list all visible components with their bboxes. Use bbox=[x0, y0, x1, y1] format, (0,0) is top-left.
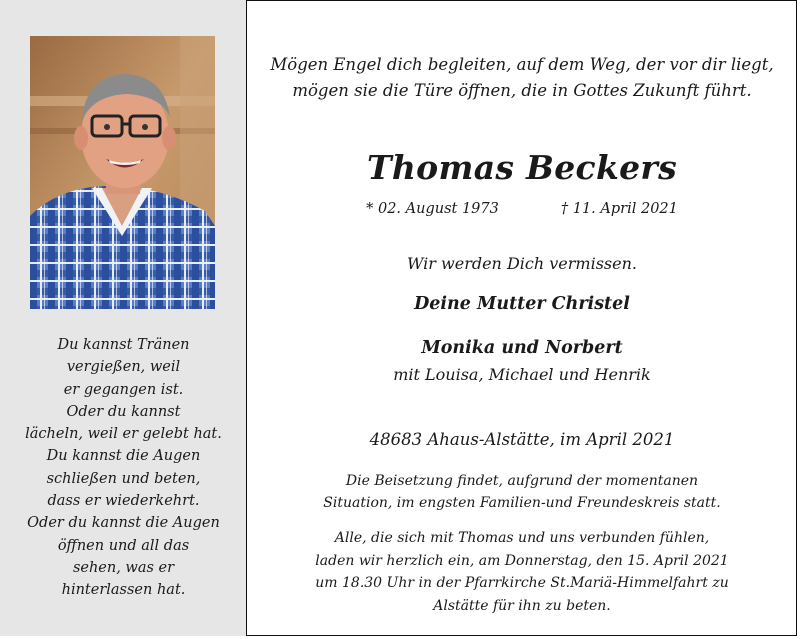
invite-line: Alstätte für ihn zu beten. bbox=[433, 597, 611, 614]
poem-line: Oder du kannst die Augen bbox=[27, 515, 220, 532]
deceased-name: Thomas Beckers bbox=[367, 148, 677, 187]
place-date: 48683 Ahaus-Alstätte, im April 2021 bbox=[369, 430, 675, 449]
poem-line: hinterlassen hat. bbox=[61, 582, 186, 599]
poem-line: er gegangen ist. bbox=[63, 381, 184, 398]
invite-line: laden wir herzlich ein, am Donnerstag, den 15. April 2021 bbox=[315, 552, 729, 569]
poem-line: schließen und beten, bbox=[46, 470, 201, 487]
poem-line: öffnen und all das bbox=[57, 537, 190, 554]
invite-line: Alle, die sich mit Thomas und uns verbunden fühlen, bbox=[334, 530, 710, 546]
burial-notice bbox=[247, 470, 797, 514]
poem-line: dass er wiederkehrt. bbox=[47, 493, 200, 510]
main-content bbox=[247, 0, 797, 636]
poem-line: lächeln, weil er gelebt hat. bbox=[25, 426, 222, 443]
poem-line: sehen, was er bbox=[72, 559, 175, 576]
mourner-family: Monika und Norbert bbox=[421, 338, 623, 358]
opening-quote bbox=[247, 52, 797, 104]
mourner-children: mit Louisa, Michael und Henrik bbox=[393, 365, 651, 384]
poem-line: vergießen, weil bbox=[66, 359, 181, 376]
life-dates bbox=[247, 201, 797, 217]
quote-line: Mögen Engel dich begleiten, auf dem Weg, der vor dir liegt, bbox=[270, 55, 774, 74]
prayer-invitation bbox=[247, 527, 797, 617]
poem-line: Oder du kannst bbox=[66, 403, 181, 420]
burial-line: Die Beisetzung findet, aufgrund der momentanen bbox=[345, 473, 699, 489]
poem-line: Du kannst Tränen bbox=[57, 337, 190, 353]
burial-line: Situation, im engsten Familien-und Freundeskreis statt. bbox=[323, 495, 721, 511]
quote-line: mögen sie die Türe öffnen, die in Gottes Zukunft führt. bbox=[292, 81, 752, 100]
birth-date: * 02. August 1973 bbox=[366, 201, 499, 217]
death-date: † 11. April 2021 bbox=[560, 201, 678, 217]
mourner-mother: Deine Mutter Christel bbox=[414, 294, 630, 314]
portrait-photo bbox=[30, 36, 215, 309]
sidebar bbox=[0, 0, 247, 636]
portrait-illustration bbox=[30, 36, 215, 309]
invite-line: um 18.30 Uhr in der Pfarrkirche St.Mariä-Himmelfahrt zu bbox=[315, 575, 729, 591]
poem bbox=[0, 334, 247, 602]
miss-line: Wir werden Dich vermissen. bbox=[407, 254, 637, 273]
poem-line: Du kannst die Augen bbox=[46, 448, 201, 465]
